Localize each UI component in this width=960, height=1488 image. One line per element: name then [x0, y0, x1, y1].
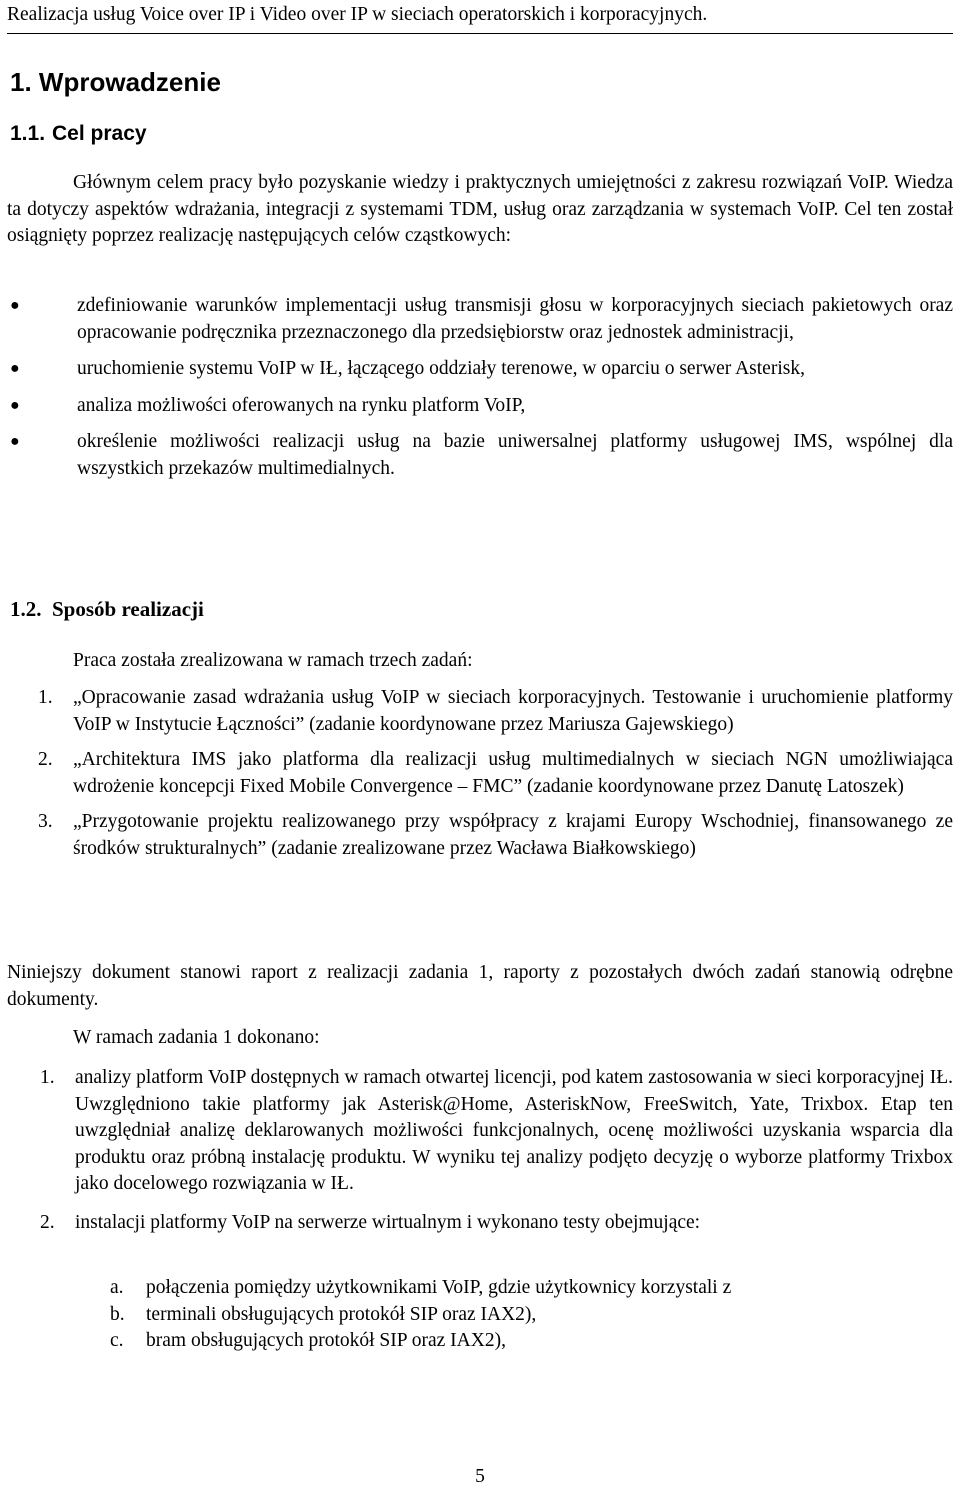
section-1-2-title: Sposób realizacji [52, 597, 204, 621]
tests-list [110, 1275, 731, 1355]
section-1-2-number: 1.2. [10, 597, 42, 621]
task-number: 1. [38, 687, 53, 708]
task-text: „Architektura IMS jako platforma dla realizacji usług multimedialnych w sieciach NGN umożliwiająca wdrożenie koncepcji Fixed Mobile Convergence – FMC” (zadanie koordynowane przez Danutę Latoszek) [73, 749, 953, 797]
bullet-icon: ● [10, 433, 20, 451]
done-number: 2. [40, 1211, 55, 1233]
bullet-icon: ● [10, 297, 20, 314]
done-number: 1. [40, 1067, 55, 1088]
test-letter: b. [110, 1303, 125, 1325]
bullet-icon: ● [10, 396, 20, 414]
section-1-number: 1. [10, 67, 32, 97]
goal-text: zdefiniowanie warunków implementacji usług transmisji głosu w korporacyjnych sieciach pakietowych oraz opracowanie podręcznika przeznaczonego dla przedsiębiorstw oraz jednostek administracji, [77, 295, 953, 343]
test-item [110, 1302, 731, 1329]
task-item [7, 747, 953, 800]
done-text: instalacji platformy VoIP na serwerze wirtualnym i wykonano testy obejmujące: [75, 1211, 701, 1233]
section-1-2-heading [10, 595, 204, 623]
section-1-1-heading [10, 120, 147, 148]
goal-item [10, 429, 953, 482]
goal-item [10, 393, 953, 420]
report-paragraph: Niniejszy dokument stanowi raport z realizacji zadania 1, raporty z pozostałych dwóch zadań stanowią odrębne dokumenty. [7, 962, 953, 1010]
section-1-1-number: 1.1. [10, 122, 46, 145]
task-item [7, 809, 953, 862]
test-letter: c. [110, 1330, 124, 1352]
task-item [7, 685, 953, 738]
done-item [7, 1210, 953, 1237]
test-item [110, 1328, 731, 1355]
test-text: bram obsługujących protokół SIP oraz IAX2), [146, 1330, 506, 1352]
running-header: Realizacja usług Voice over IP i Video over IP w sieciach operatorskich i korporacyjnych. [7, 2, 953, 34]
test-text: połączenia pomiędzy użytkownikami VoIP, gdzie użytkownicy korzystali z [146, 1277, 732, 1298]
goal-item [10, 356, 953, 383]
test-letter: a. [110, 1277, 124, 1298]
done-list [7, 1065, 953, 1237]
done-intro: W ramach zadania 1 dokonano: [73, 1027, 320, 1048]
done-item [7, 1065, 953, 1198]
page-number: 5 [475, 1466, 485, 1487]
bullet-icon: ● [10, 360, 20, 378]
intro-paragraph: Głównym celem pracy było pozyskanie wiedzy i praktycznych umiejętności z zakresu rozwiązań VoIP. Wiedza ta dotyczy aspektów wdrażania, integracji z systemami TDM, usług oraz zarządzania w systemach VoIP. Cel ten został osiągnięty poprzez realizację następujących celów cząstkowych: [7, 172, 953, 247]
section-1-1-title: Cel pracy [52, 122, 147, 145]
goal-text: analiza możliwości oferowanych na rynku platform VoIP, [77, 394, 526, 416]
section-1-heading [10, 66, 221, 98]
goal-item [10, 293, 953, 346]
tasks-list [7, 685, 953, 863]
task-text: „Przygotowanie projektu realizowanego przy współpracy z krajami Europy Wschodniej, finansowanego ze środków strukturalnych” (zadanie zrealizowane przez Wacława Białkowskiego) [73, 811, 953, 859]
task-number: 3. [38, 811, 53, 833]
done-text: analizy platform VoIP dostępnych w ramach otwartej licencji, pod katem zastosowania w sieci korporacyjnej IŁ. Uwzględniono takie platformy jak Asterisk@Home, AsteriskNow, FreeSwitch, Yate, Trixbox. Etap ten uwzględniał analizę deklarowanych możliwości funkcjonalnych, ocenę możliwości uzyskania wsparcia dla produktu oraz próbną instalację produktu. W wyniku tej analizy podjęto decyzję o wyborze platformy Trixbox jako docelowego rozwiązania w IŁ. [75, 1067, 953, 1195]
test-item [110, 1275, 731, 1302]
goal-text: określenie możliwości realizacji usług na bazie uniwersalnej platformy usługowej IMS, wspólnej dla wszystkich przekazów multimedialnych. [77, 431, 953, 479]
task-text: „Opracowanie zasad wdrażania usług VoIP w sieciach korporacyjnych. Testowanie i uruchomienie platformy VoIP w Instytucie Łączności” (zadanie koordynowane przez Mariusza Gajewskiego) [73, 687, 953, 735]
task-number: 2. [38, 749, 53, 771]
section-1-title: Wprowadzenie [38, 67, 221, 97]
goal-text: uruchomienie systemu VoIP w IŁ, łączącego oddziały terenowe, w oparciu o serwer Asterisk, [77, 358, 805, 380]
goals-list [10, 293, 953, 493]
test-text: terminali obsługujących protokół SIP oraz IAX2), [146, 1303, 537, 1325]
tasks-intro: Praca została zrealizowana w ramach trzech zadań: [73, 650, 473, 671]
